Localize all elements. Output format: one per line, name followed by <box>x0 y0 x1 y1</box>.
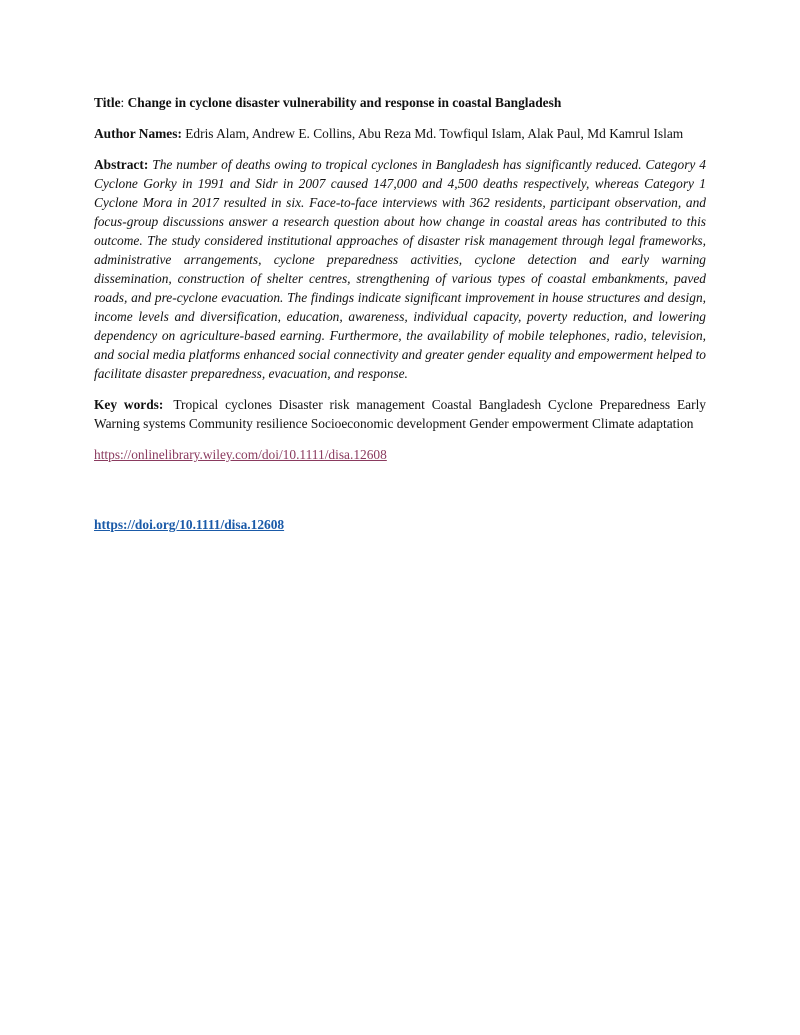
paper-title: Change in cyclone disaster vulnerability and response in coastal Bangladesh <box>127 95 562 110</box>
wiley-link[interactable]: https://onlinelibrary.wiley.com/doi/10.1111/disa.12608 <box>94 447 387 462</box>
keywords-paragraph <box>94 395 706 433</box>
doi-link-row <box>94 515 706 534</box>
title-label: Title <box>94 95 121 110</box>
authors-paragraph <box>94 124 706 143</box>
doi-link[interactable]: https://doi.org/10.1111/disa.12608 <box>94 517 285 532</box>
title-separator: : <box>120 95 128 110</box>
keywords-list: Tropical cyclones Disaster risk management Coastal Bangladesh Cyclone Preparedness Early Warning systems Community resilience Socioeconomic development Gender empowerment Climate adaptation <box>94 397 706 431</box>
authors-list: Edris Alam, Andrew E. Collins, Abu Reza Md. Towfiqul Islam, Alak Paul, Md Kamrul Islam <box>181 126 684 141</box>
keywords-label: Key words: <box>94 397 164 412</box>
abstract-text: The number of deaths owing to tropical cyclones in Bangladesh has significantly reduced. Category 4 Cyclone Gorky in 1991 and Sidr in 2007 caused 147,000 and 4,500 deaths respectively, whereas Category 1 Cyclone Mora in 2017 resulted in six. Face-to-face interviews with 362 residents, participant observation, and focus-group discussions answer a research question about how change in coastal areas has contributed to this outcome. The study considered institutional approaches of disaster risk management through legal frameworks, administrative arrangements, cyclone preparedness activities, cyclone detection and early warning dissemination, construction of shelter centres, strengthening of various types of coastal embankments, paved roads, and pre-cyclone evacuation. The findings indicate significant improvement in house structures and design, income levels and diversification, education, awareness, individual capacity, poverty reduction, and lowering dependency on agriculture-based earning. Furthermore, the availability of mobile telephones, radio, television, and social media platforms enhanced social connectivity and greater gender equality and empowerment helped to facilitate disaster preparedness, evacuation, and response. <box>94 157 706 381</box>
abstract-label: Abstract: <box>94 157 149 172</box>
abstract-paragraph <box>94 155 706 383</box>
title-paragraph <box>94 93 706 112</box>
document-page <box>94 93 706 534</box>
authors-label: Author Names: <box>94 126 182 141</box>
wiley-link-row <box>94 445 706 464</box>
